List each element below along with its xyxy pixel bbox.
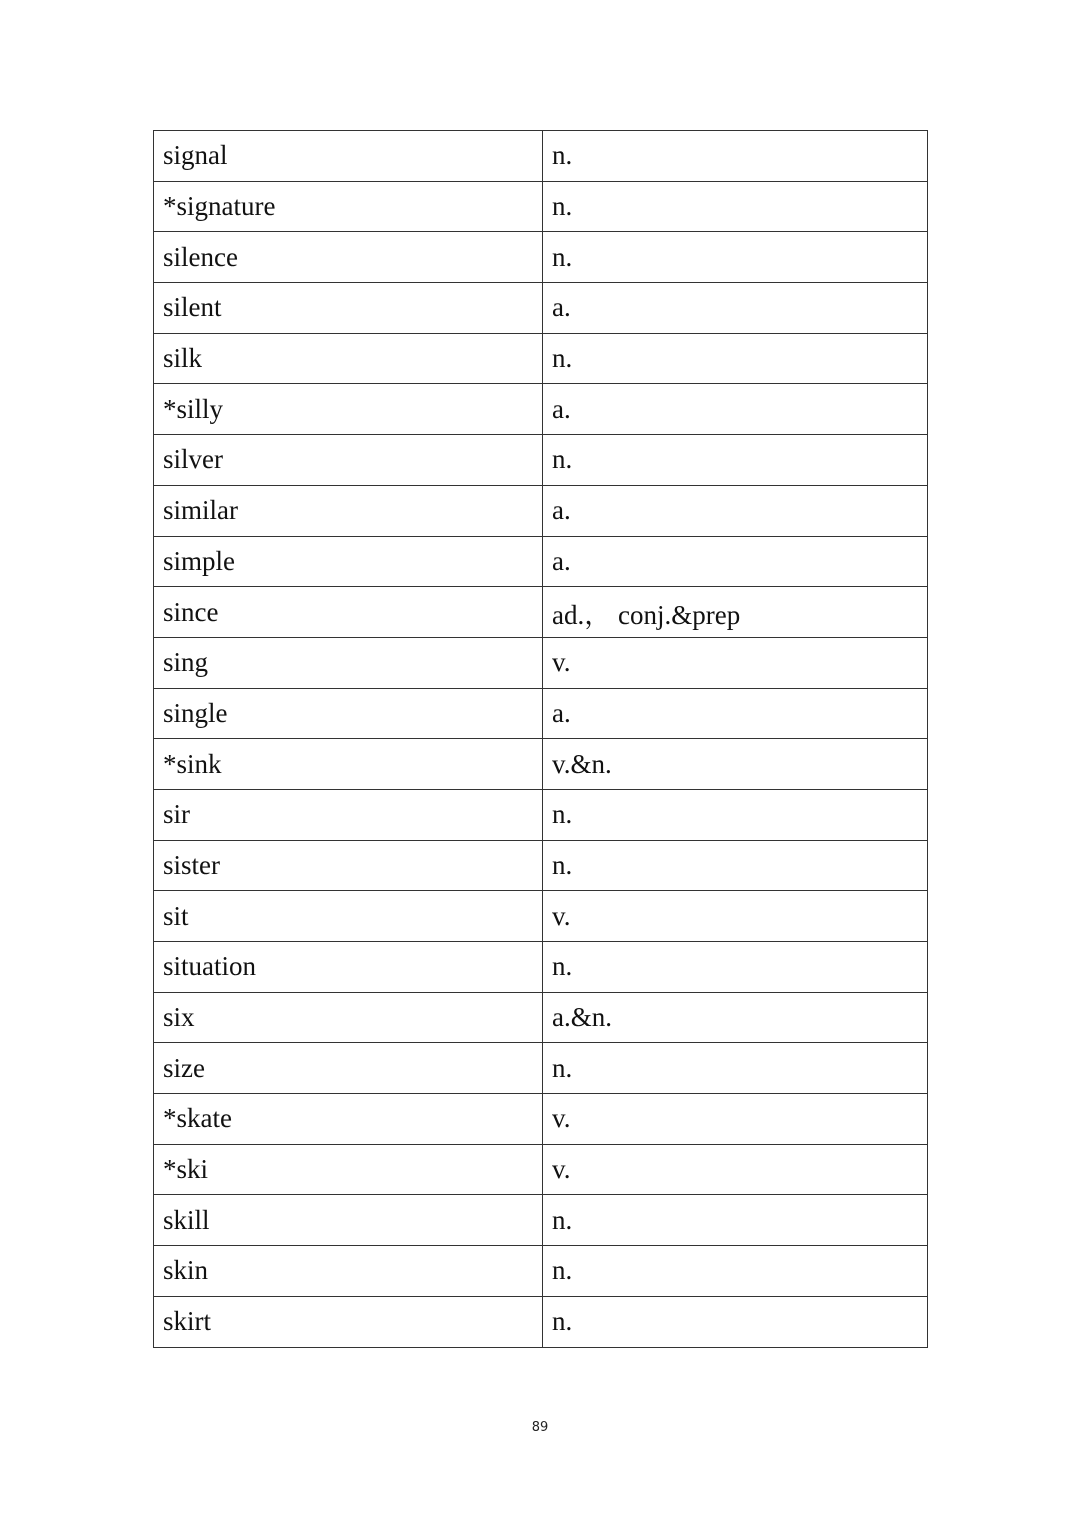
word-cell: similar [154, 485, 543, 536]
word-cell: skirt [154, 1296, 543, 1347]
word-cell: silk [154, 333, 543, 384]
word-cell: *sink [154, 739, 543, 790]
part-of-speech-cell: n. [543, 840, 928, 891]
part-of-speech-cell: a. [543, 283, 928, 334]
table-row [154, 587, 928, 638]
table-row [154, 1195, 928, 1246]
word-cell: signal [154, 131, 543, 182]
word-cell: silence [154, 232, 543, 283]
part-of-speech-cell: v.&n. [543, 739, 928, 790]
part-of-speech-cell: n. [543, 1296, 928, 1347]
table-row [154, 1094, 928, 1145]
table-row [154, 1246, 928, 1297]
word-cell: size [154, 1043, 543, 1094]
part-of-speech-cell: a. [543, 384, 928, 435]
part-of-speech-cell: n. [543, 789, 928, 840]
part-of-speech-cell: a.&n. [543, 992, 928, 1043]
table-row [154, 637, 928, 688]
vocabulary-table [153, 130, 928, 1348]
table-row [154, 181, 928, 232]
part-of-speech-cell: n. [543, 333, 928, 384]
word-cell: sit [154, 891, 543, 942]
part-of-speech-cell: n. [543, 1195, 928, 1246]
page-number: 89 [531, 1420, 549, 1435]
word-cell: six [154, 992, 543, 1043]
word-cell: *signature [154, 181, 543, 232]
word-cell: skin [154, 1246, 543, 1297]
word-cell: *skate [154, 1094, 543, 1145]
table-row [154, 688, 928, 739]
part-of-speech-cell: n. [543, 131, 928, 182]
table-row [154, 333, 928, 384]
word-cell: silent [154, 283, 543, 334]
table-row [154, 739, 928, 790]
part-of-speech-cell: n. [543, 232, 928, 283]
word-cell: since [154, 587, 543, 638]
word-cell: sister [154, 840, 543, 891]
table-row [154, 891, 928, 942]
table-row [154, 536, 928, 587]
table-row [154, 789, 928, 840]
word-cell: *silly [154, 384, 543, 435]
word-cell: situation [154, 942, 543, 993]
word-cell: sir [154, 789, 543, 840]
part-of-speech-cell: v. [543, 637, 928, 688]
part-of-speech-cell: n. [543, 1043, 928, 1094]
part-of-speech-cell: n. [543, 942, 928, 993]
word-cell: sing [154, 637, 543, 688]
table-row [154, 485, 928, 536]
vocabulary-table-body [154, 131, 928, 1348]
part-of-speech-cell: a. [543, 688, 928, 739]
table-row [154, 283, 928, 334]
word-cell: simple [154, 536, 543, 587]
part-of-speech-cell: ad.， conj.&prep [543, 587, 928, 638]
table-row [154, 131, 928, 182]
word-cell: silver [154, 435, 543, 486]
table-row [154, 1144, 928, 1195]
word-cell: skill [154, 1195, 543, 1246]
part-of-speech-cell: v. [543, 1094, 928, 1145]
table-row [154, 840, 928, 891]
part-of-speech-cell: n. [543, 435, 928, 486]
part-of-speech-cell: n. [543, 1246, 928, 1297]
table-row [154, 232, 928, 283]
table-row [154, 942, 928, 993]
table-row [154, 992, 928, 1043]
part-of-speech-cell: v. [543, 1144, 928, 1195]
part-of-speech-cell: v. [543, 891, 928, 942]
word-cell: *ski [154, 1144, 543, 1195]
table-row [154, 435, 928, 486]
part-of-speech-cell: n. [543, 181, 928, 232]
table-row [154, 1043, 928, 1094]
table-row [154, 1296, 928, 1347]
part-of-speech-cell: a. [543, 536, 928, 587]
word-cell: single [154, 688, 543, 739]
part-of-speech-cell: a. [543, 485, 928, 536]
table-row [154, 384, 928, 435]
